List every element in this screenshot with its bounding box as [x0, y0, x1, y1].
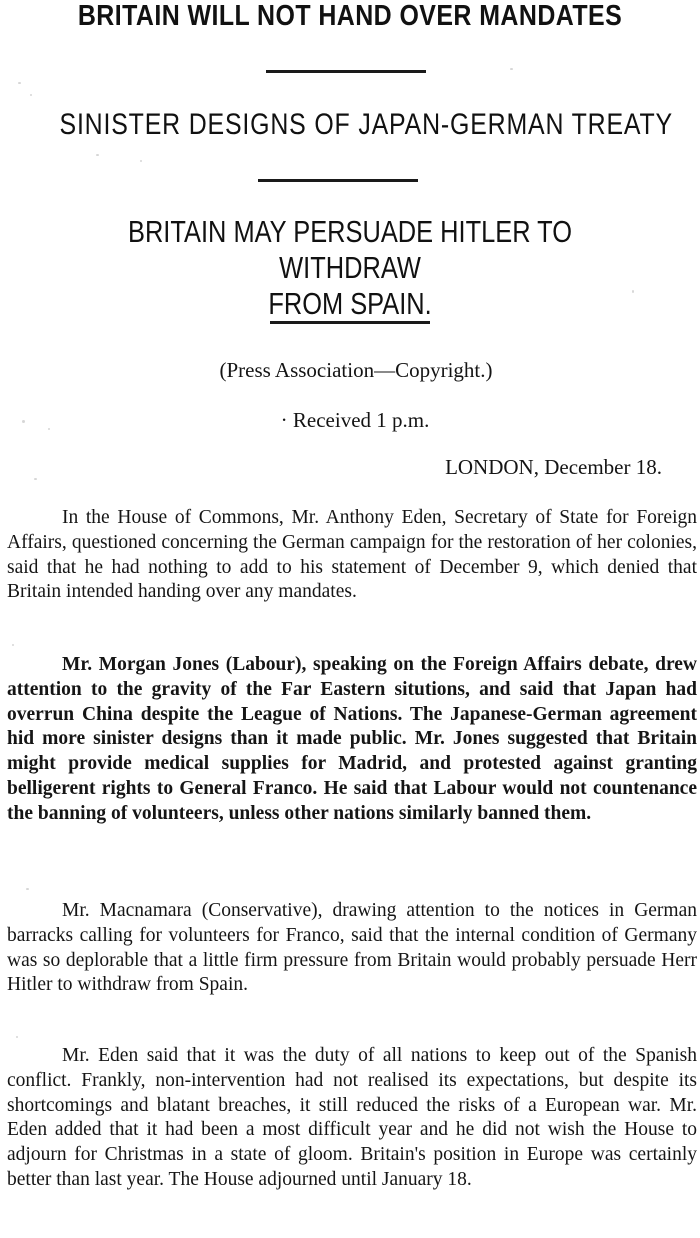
article-paragraph: Mr. Macnamara (Conservative), drawing attention to the notices in German barracks calling for volunteers for Franco, said that the internal condition of Germany was so deplorable that a little firm pressure from Britain would probably persuade Herr Hitler to withdraw from Spain.	[7, 900, 697, 996]
headline-divider	[258, 179, 418, 182]
received-time: · Received 1 p.m.	[280, 408, 430, 432]
article-paragraph: In the House of Commons, Mr. Anthony Eden, Secretary of State for Foreign Affairs, questioned concerning the German campaign for the restoration of her colonies, said that he had nothing to add to his statement of December 9, which denied that Britain intended handing over any mandates.	[7, 507, 697, 603]
article-paragraph: Mr. Eden said that it was the duty of all nations to keep out of the Spanish conflict. Frankly, non-intervention had not realised its expectations, but despite its shortcomings and blatant breaches, it still reduced the risks of a European war. Mr. Eden added that it had been a most difficult year and he did not wish the House to adjourn for Christmas in a state of gloom. Britain's position in Europe was certainly better than last year. The House adjourned until January 18.	[7, 1045, 697, 1190]
print-noise	[26, 888, 29, 890]
third-headline	[0, 214, 700, 322]
print-noise	[12, 644, 14, 646]
headline-divider	[266, 70, 426, 73]
print-noise	[22, 420, 25, 423]
headline-divider	[270, 321, 430, 324]
print-noise	[30, 94, 32, 96]
print-noise	[48, 428, 50, 430]
print-noise	[18, 82, 21, 84]
third-headline-line-2: FROM SPAIN.	[268, 286, 432, 321]
print-noise	[632, 290, 634, 293]
print-noise	[140, 160, 142, 162]
dateline: LONDON, December 18.	[445, 455, 662, 479]
press-credit: (Press Association—Copyright.)	[219, 358, 493, 382]
second-headline: SINISTER DESIGNS OF JAPAN-GERMAN TREATY	[59, 108, 673, 141]
print-noise	[34, 478, 37, 480]
main-headline: BRITAIN WILL NOT HAND OVER MANDATES	[77, 0, 623, 32]
third-headline-line-1: BRITAIN MAY PERSUADE HITLER TO WITHDRAW	[127, 214, 573, 285]
print-noise	[96, 154, 99, 156]
print-noise	[510, 68, 513, 70]
article-paragraph: Mr. Morgan Jones (Labour), speaking on the Foreign Affairs debate, drew attention to the gravity of the Far Eastern situtions, and said that Japan had overrun China despite the League of Nations. The Japanese-German agreement hid more sinister designs than it made public. Mr. Jones suggested that Britain might provide medical supplies for Madrid, and protested against granting belligerent rights to General Franco. He said that Labour would not countenance the banning of volunteers, unless other nations similarly banned them.	[7, 654, 697, 824]
print-noise	[16, 1036, 18, 1038]
